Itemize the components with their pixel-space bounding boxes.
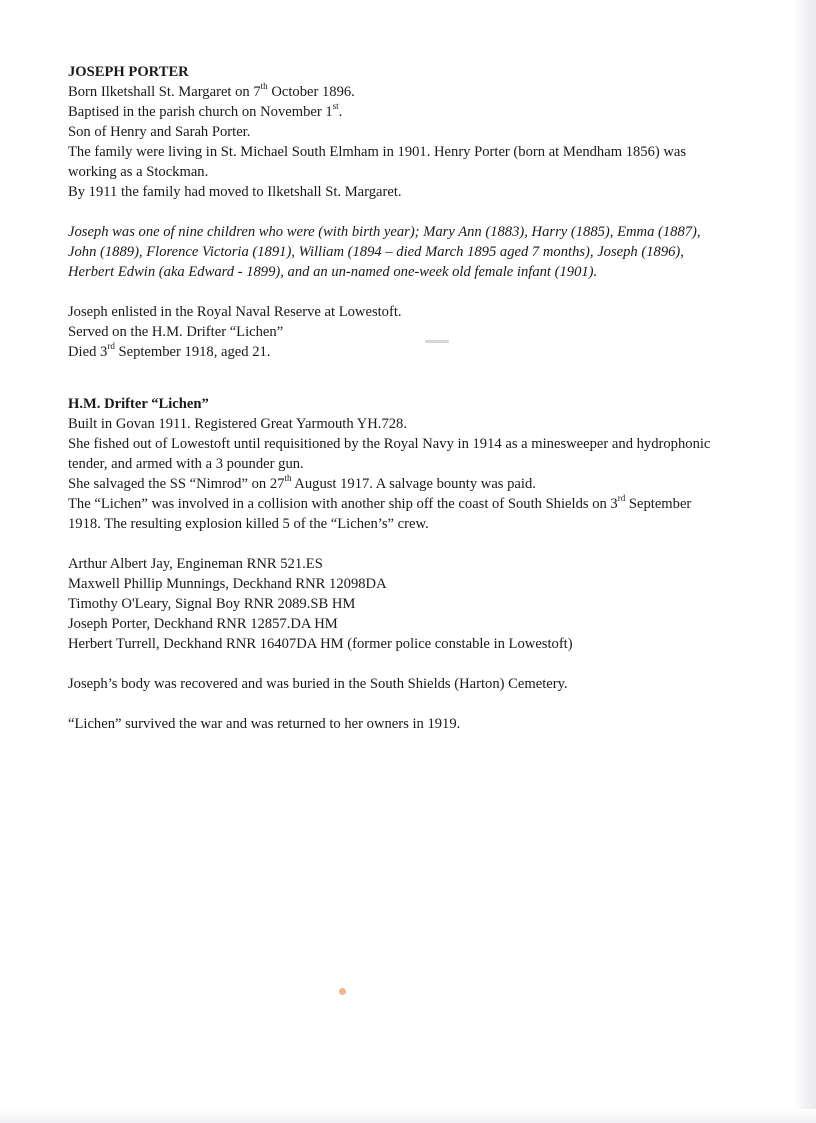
family-1911-line: By 1911 the family had moved to Ilketshall St. Margaret. — [68, 184, 402, 200]
collision-ordinal: rd — [617, 493, 626, 503]
spacer — [68, 362, 718, 394]
birth-ordinal: th — [260, 81, 268, 91]
enlisted-line: Joseph enlisted in the Royal Naval Reserve at Lowestoft. — [68, 304, 402, 320]
crew-member: Joseph Porter, Deckhand RNR 12857.DA HM — [68, 616, 338, 632]
built-line: Built in Govan 1911. Registered Great Yarmouth YH.728. — [68, 416, 407, 432]
spacer — [68, 534, 718, 554]
scan-edge-bottom — [0, 1109, 816, 1123]
document-page — [68, 62, 718, 734]
baptism-line — [68, 102, 718, 122]
salvage-text: She salvaged the SS “Nimrod” on 27 — [68, 476, 285, 492]
death-ordinal: rd — [107, 341, 115, 351]
fished-paragraph: She fished out of Lowestoft until requisitioned by the Royal Navy in 1914 as a minesweeper and hydrophonic tender, and armed with a 3 pounder gun. — [68, 436, 711, 472]
salvage-ordinal: th — [284, 473, 292, 483]
drifter-heading: H.M. Drifter “Lichen” — [68, 396, 209, 412]
birth-line — [68, 82, 718, 102]
collision-paragraph — [68, 494, 718, 534]
spacer — [68, 654, 718, 674]
crew-member: Herbert Turrell, Deckhand RNR 16407DA HM (former police constable in Lowestoft) — [68, 636, 573, 652]
spacer — [68, 282, 718, 302]
death-date-text: September 1918, aged 21. — [114, 344, 271, 360]
burial-line: Joseph’s body was recovered and was buried in the South Shields (Harton) Cemetery. — [68, 676, 568, 692]
collision-date-text: September 1918. The resulting explosion killed 5 of the “Lichen’s” crew. — [68, 496, 692, 532]
death-text: Died 3 — [68, 344, 108, 360]
crew-member: Timothy O'Leary, Signal Boy RNR 2089.SB HM — [68, 596, 356, 612]
siblings-paragraph: Joseph was one of nine children who were (with birth year); Mary Ann (1883), Harry (1885), Emma (1887), John (1889), Florence Victoria (1891), William (1894 – died March 1895 aged 7 months), Joseph (1896), Herbert Edwin (aka Edward - 1899), and an un-named one-week old female infant (1901). — [68, 224, 701, 280]
baptism-text: Baptised in the parish church on November 1 — [68, 104, 333, 120]
parents-line: Son of Henry and Sarah Porter. — [68, 124, 251, 140]
crew-member: Maxwell Phillip Munnings, Deckhand RNR 12098DA — [68, 576, 387, 592]
birth-text: Born Ilketshall St. Margaret on 7 — [68, 84, 261, 100]
collision-text: The “Lichen” was involved in a collision with another ship off the coast of South Shields on 3 — [68, 496, 618, 512]
scan-spot — [339, 988, 346, 995]
salvage-date-text: August 1917. A salvage bounty was paid. — [291, 476, 536, 492]
survived-line: “Lichen” survived the war and was returned to her owners in 1919. — [68, 716, 461, 732]
page-title: JOSEPH PORTER — [68, 64, 189, 80]
spacer — [68, 202, 718, 222]
scan-edge-right — [794, 0, 816, 1123]
crew-list — [68, 554, 718, 654]
death-line — [68, 342, 718, 362]
baptism-end: . — [338, 104, 343, 120]
salvage-line — [68, 474, 718, 494]
crew-member: Arthur Albert Jay, Engineman RNR 521.ES — [68, 556, 323, 572]
family-1901-paragraph: The family were living in St. Michael South Elmham in 1901. Henry Porter (born at Mendham 1856) was working as a Stockman. — [68, 144, 687, 180]
birth-date-text: October 1896. — [267, 84, 355, 100]
served-line: Served on the H.M. Drifter “Lichen” — [68, 324, 284, 340]
baptism-ordinal: st — [332, 101, 339, 111]
spacer — [68, 694, 718, 714]
